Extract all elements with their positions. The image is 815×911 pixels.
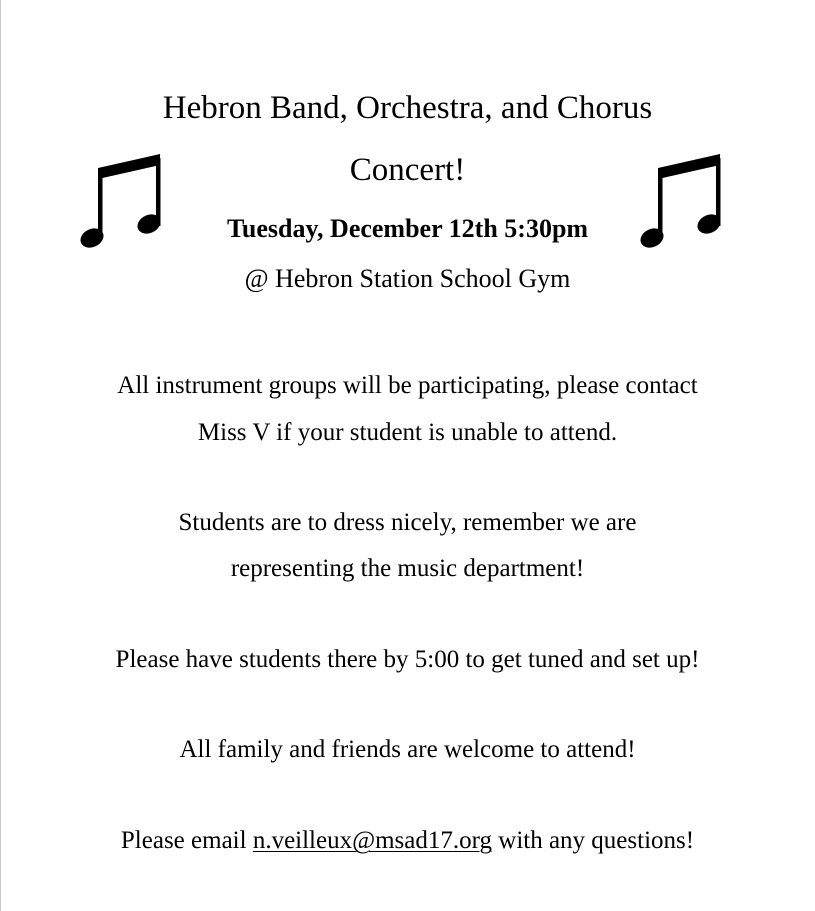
event-location: @ Hebron Station School Gym [244,264,571,293]
event-date-time: Tuesday, December 12th 5:30pm [226,214,589,243]
page-left-edge [0,0,1,911]
contact-prefix: Please email [120,827,253,854]
participation-line-1: All instrument groups will be participating, please contact [117,372,698,399]
welcome-note: All family and friends are welcome to attend! [179,736,636,763]
title-line-1: Hebron Band, Orchestra, and Chorus [162,90,653,126]
contact-suffix: with any questions! [492,827,695,854]
contact-line [0,827,815,855]
email-link[interactable]: n.veilleux@msad17.org [252,827,493,854]
dress-code-line-2: representing the music department! [230,555,585,582]
arrival-time-note: Please have students there by 5:00 to get tuned and set up! [115,646,700,673]
title-line-2: Concert! [349,152,466,188]
dress-code-line-1: Students are to dress nicely, remember we are [178,509,637,536]
participation-line-2: Miss V if your student is unable to attend. [197,419,618,446]
